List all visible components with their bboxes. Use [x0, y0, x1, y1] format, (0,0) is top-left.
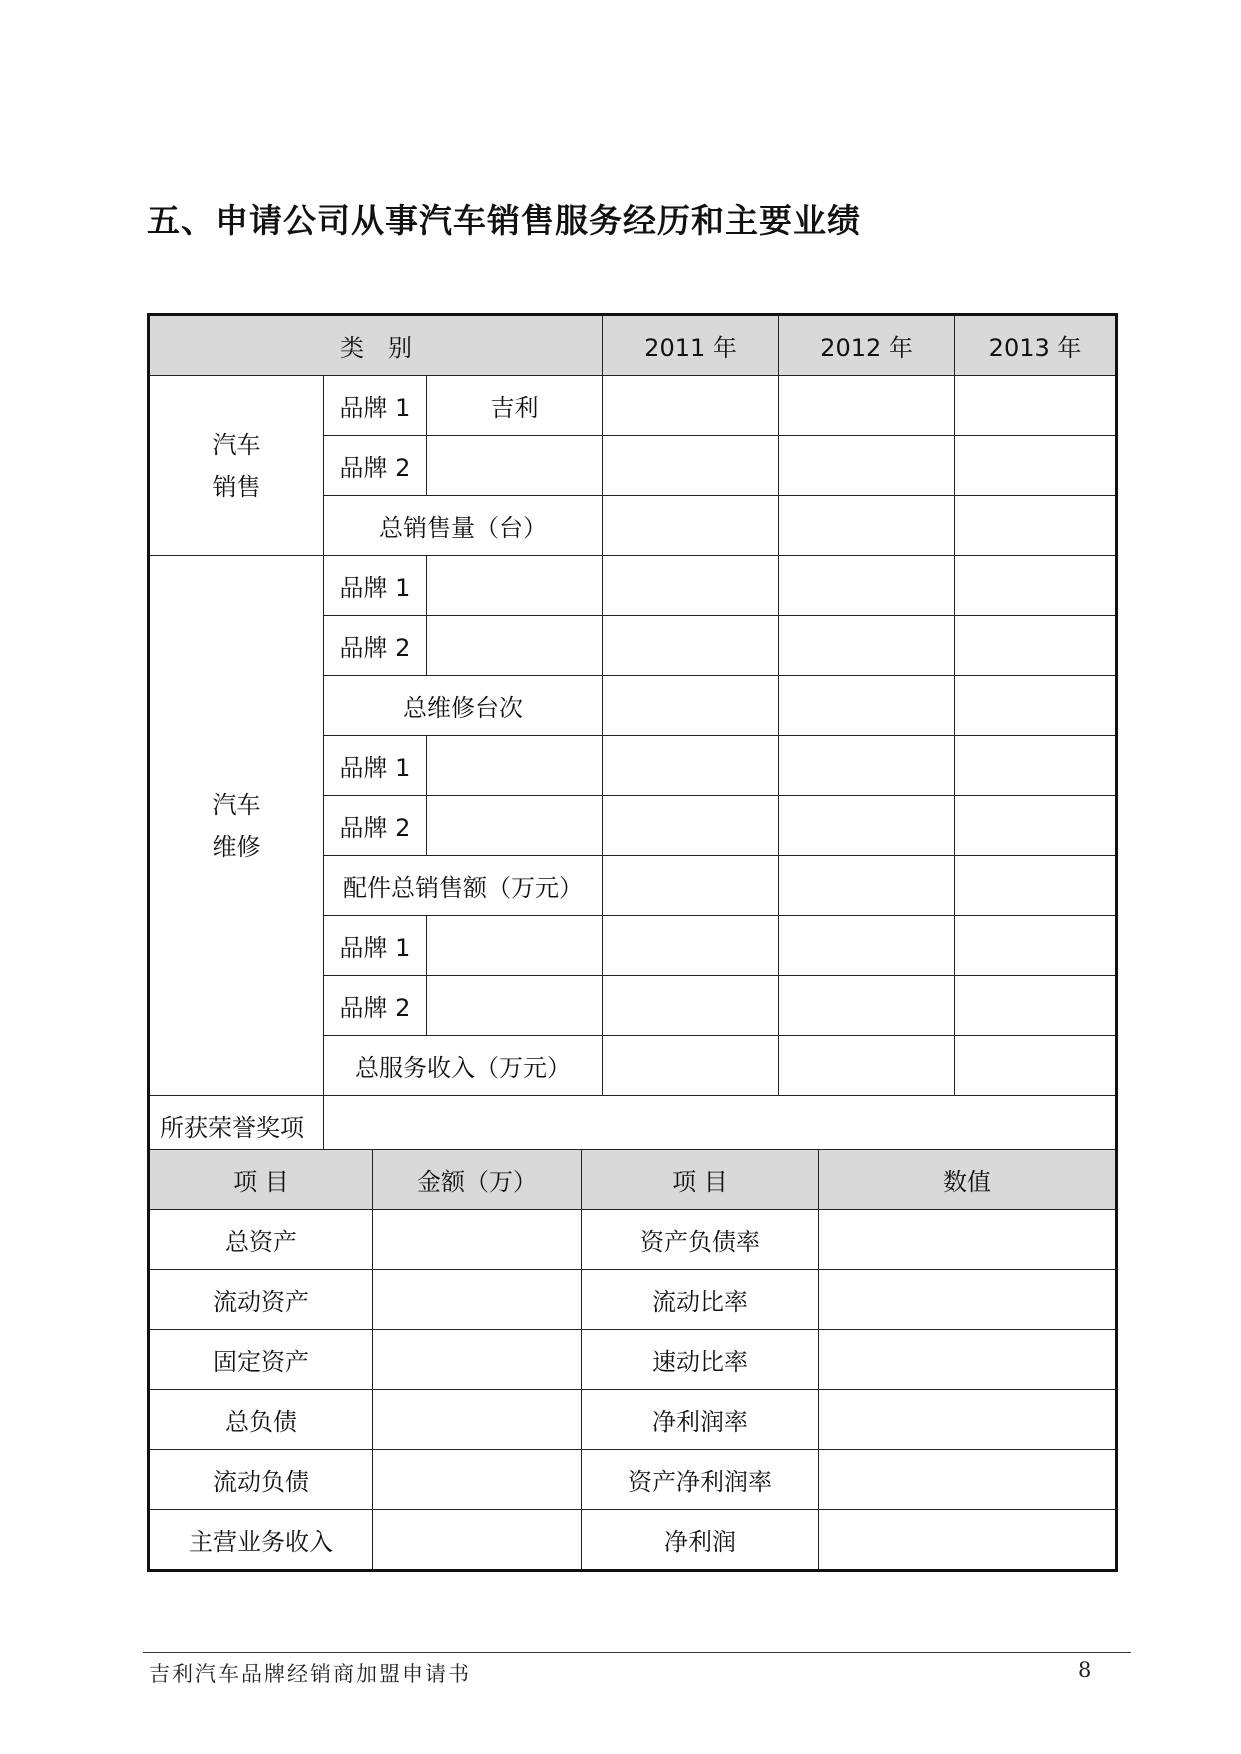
- cell-2011[interactable]: [603, 496, 779, 556]
- brand-1-label: 品牌 1: [324, 736, 427, 796]
- value-cell[interactable]: [819, 1210, 1117, 1270]
- cell-2011[interactable]: [603, 736, 779, 796]
- table-header-row: [149, 1150, 1117, 1210]
- cell-2013[interactable]: [955, 376, 1117, 436]
- amount-cell[interactable]: [373, 1210, 582, 1270]
- cell-2013[interactable]: [955, 976, 1117, 1036]
- item-right-label: 流动比率: [582, 1270, 819, 1330]
- value-cell[interactable]: [819, 1330, 1117, 1390]
- cell-2013[interactable]: [955, 916, 1117, 976]
- header-amount: 金额（万）: [373, 1150, 582, 1210]
- total-sales-label: 总销售量（台）: [324, 496, 603, 556]
- brand-name[interactable]: [427, 616, 603, 676]
- table-header-row: [149, 315, 1117, 376]
- cell-2011[interactable]: [603, 676, 779, 736]
- cell-2012[interactable]: [779, 796, 955, 856]
- cell-2012[interactable]: [779, 856, 955, 916]
- table-row: [149, 556, 1117, 616]
- header-2013: 2013 年: [955, 315, 1117, 376]
- item-left-label: 固定资产: [149, 1330, 373, 1390]
- cell-2011[interactable]: [603, 556, 779, 616]
- category-car-sales-label: 汽车 销售: [212, 430, 261, 501]
- header-2012: 2012 年: [779, 315, 955, 376]
- cell-2013[interactable]: [955, 736, 1117, 796]
- cell-2011[interactable]: [603, 376, 779, 436]
- cell-2012[interactable]: [779, 676, 955, 736]
- item-left-label: 总负债: [149, 1390, 373, 1450]
- brand-1-label: 品牌 1: [324, 916, 427, 976]
- cell-2011[interactable]: [603, 976, 779, 1036]
- value-cell[interactable]: [819, 1510, 1117, 1571]
- amount-cell[interactable]: [373, 1450, 582, 1510]
- footer-doc-name: 吉利汽车品牌经销商加盟申请书: [149, 1662, 471, 1686]
- brand-1-label: 品牌 1: [324, 556, 427, 616]
- brand-1-name: 吉利: [427, 376, 603, 436]
- cell-2012[interactable]: [779, 976, 955, 1036]
- brand-2-label: 品牌 2: [324, 436, 427, 496]
- section-title: 五、申请公司从事汽车销售服务经历和主要业绩: [147, 201, 861, 240]
- item-right-label: 净利润率: [582, 1390, 819, 1450]
- item-left-label: 总资产: [149, 1210, 373, 1270]
- brand-name[interactable]: [427, 916, 603, 976]
- brand-name[interactable]: [427, 736, 603, 796]
- cell-2013[interactable]: [955, 556, 1117, 616]
- cell-2013[interactable]: [955, 796, 1117, 856]
- table-row: [149, 376, 1117, 436]
- cell-2011[interactable]: [603, 796, 779, 856]
- brand-1-label: 品牌 1: [324, 376, 427, 436]
- honors-label: 所获荣誉奖项: [149, 1096, 324, 1156]
- header-category: 类 别: [149, 315, 603, 376]
- amount-cell[interactable]: [373, 1390, 582, 1450]
- cell-2011[interactable]: [603, 1036, 779, 1096]
- honors-value[interactable]: [324, 1096, 1117, 1156]
- cell-2013[interactable]: [955, 856, 1117, 916]
- service-income-label: 总服务收入（万元）: [324, 1036, 603, 1096]
- item-left-label: 流动负债: [149, 1450, 373, 1510]
- brand-2-label: 品牌 2: [324, 796, 427, 856]
- value-cell[interactable]: [819, 1450, 1117, 1510]
- sales-service-table: [147, 313, 1118, 1156]
- cell-2013[interactable]: [955, 1036, 1117, 1096]
- cell-2012[interactable]: [779, 616, 955, 676]
- table-row: [149, 1270, 1117, 1330]
- cell-2011[interactable]: [603, 856, 779, 916]
- value-cell[interactable]: [819, 1390, 1117, 1450]
- page-number: 8: [1078, 1658, 1092, 1682]
- header-item-right: 项 目: [582, 1150, 819, 1210]
- table-row: [149, 1330, 1117, 1390]
- table-row: [149, 1510, 1117, 1571]
- item-left-label: 主营业务收入: [149, 1510, 373, 1571]
- table-row: [149, 1210, 1117, 1270]
- amount-cell[interactable]: [373, 1510, 582, 1571]
- brand-name[interactable]: [427, 976, 603, 1036]
- brand-2-label: 品牌 2: [324, 976, 427, 1036]
- cell-2011[interactable]: [603, 916, 779, 976]
- brand-name[interactable]: [427, 796, 603, 856]
- cell-2013[interactable]: [955, 496, 1117, 556]
- brand-name[interactable]: [427, 556, 603, 616]
- cell-2013[interactable]: [955, 436, 1117, 496]
- cell-2012[interactable]: [779, 916, 955, 976]
- amount-cell[interactable]: [373, 1330, 582, 1390]
- table-row: [149, 1450, 1117, 1510]
- cell-2012[interactable]: [779, 1036, 955, 1096]
- cell-2011[interactable]: [603, 616, 779, 676]
- header-value: 数值: [819, 1150, 1117, 1210]
- cell-2012[interactable]: [779, 436, 955, 496]
- footer-divider: [143, 1652, 1131, 1653]
- category-car-repair-label: 汽车 维修: [212, 790, 261, 861]
- parts-sales-label: 配件总销售额（万元）: [324, 856, 603, 916]
- item-right-label: 净利润: [582, 1510, 819, 1571]
- cell-2012[interactable]: [779, 556, 955, 616]
- item-right-label: 资产负债率: [582, 1210, 819, 1270]
- header-2011: 2011 年: [603, 315, 779, 376]
- financial-table: [147, 1149, 1118, 1572]
- header-item-left: 项 目: [149, 1150, 373, 1210]
- cell-2012[interactable]: [779, 736, 955, 796]
- amount-cell[interactable]: [373, 1270, 582, 1330]
- category-car-repair: [149, 556, 324, 1096]
- category-car-sales: [149, 376, 324, 556]
- item-right-label: 资产净利润率: [582, 1450, 819, 1510]
- value-cell[interactable]: [819, 1270, 1117, 1330]
- cell-2012[interactable]: [779, 496, 955, 556]
- brand-2-name[interactable]: [427, 436, 603, 496]
- cell-2013[interactable]: [955, 676, 1117, 736]
- total-repair-label: 总维修台次: [324, 676, 603, 736]
- item-left-label: 流动资产: [149, 1270, 373, 1330]
- table-row: [149, 1096, 1117, 1156]
- cell-2012[interactable]: [779, 376, 955, 436]
- cell-2011[interactable]: [603, 436, 779, 496]
- brand-2-label: 品牌 2: [324, 616, 427, 676]
- cell-2013[interactable]: [955, 616, 1117, 676]
- table-row: [149, 1390, 1117, 1450]
- item-right-label: 速动比率: [582, 1330, 819, 1390]
